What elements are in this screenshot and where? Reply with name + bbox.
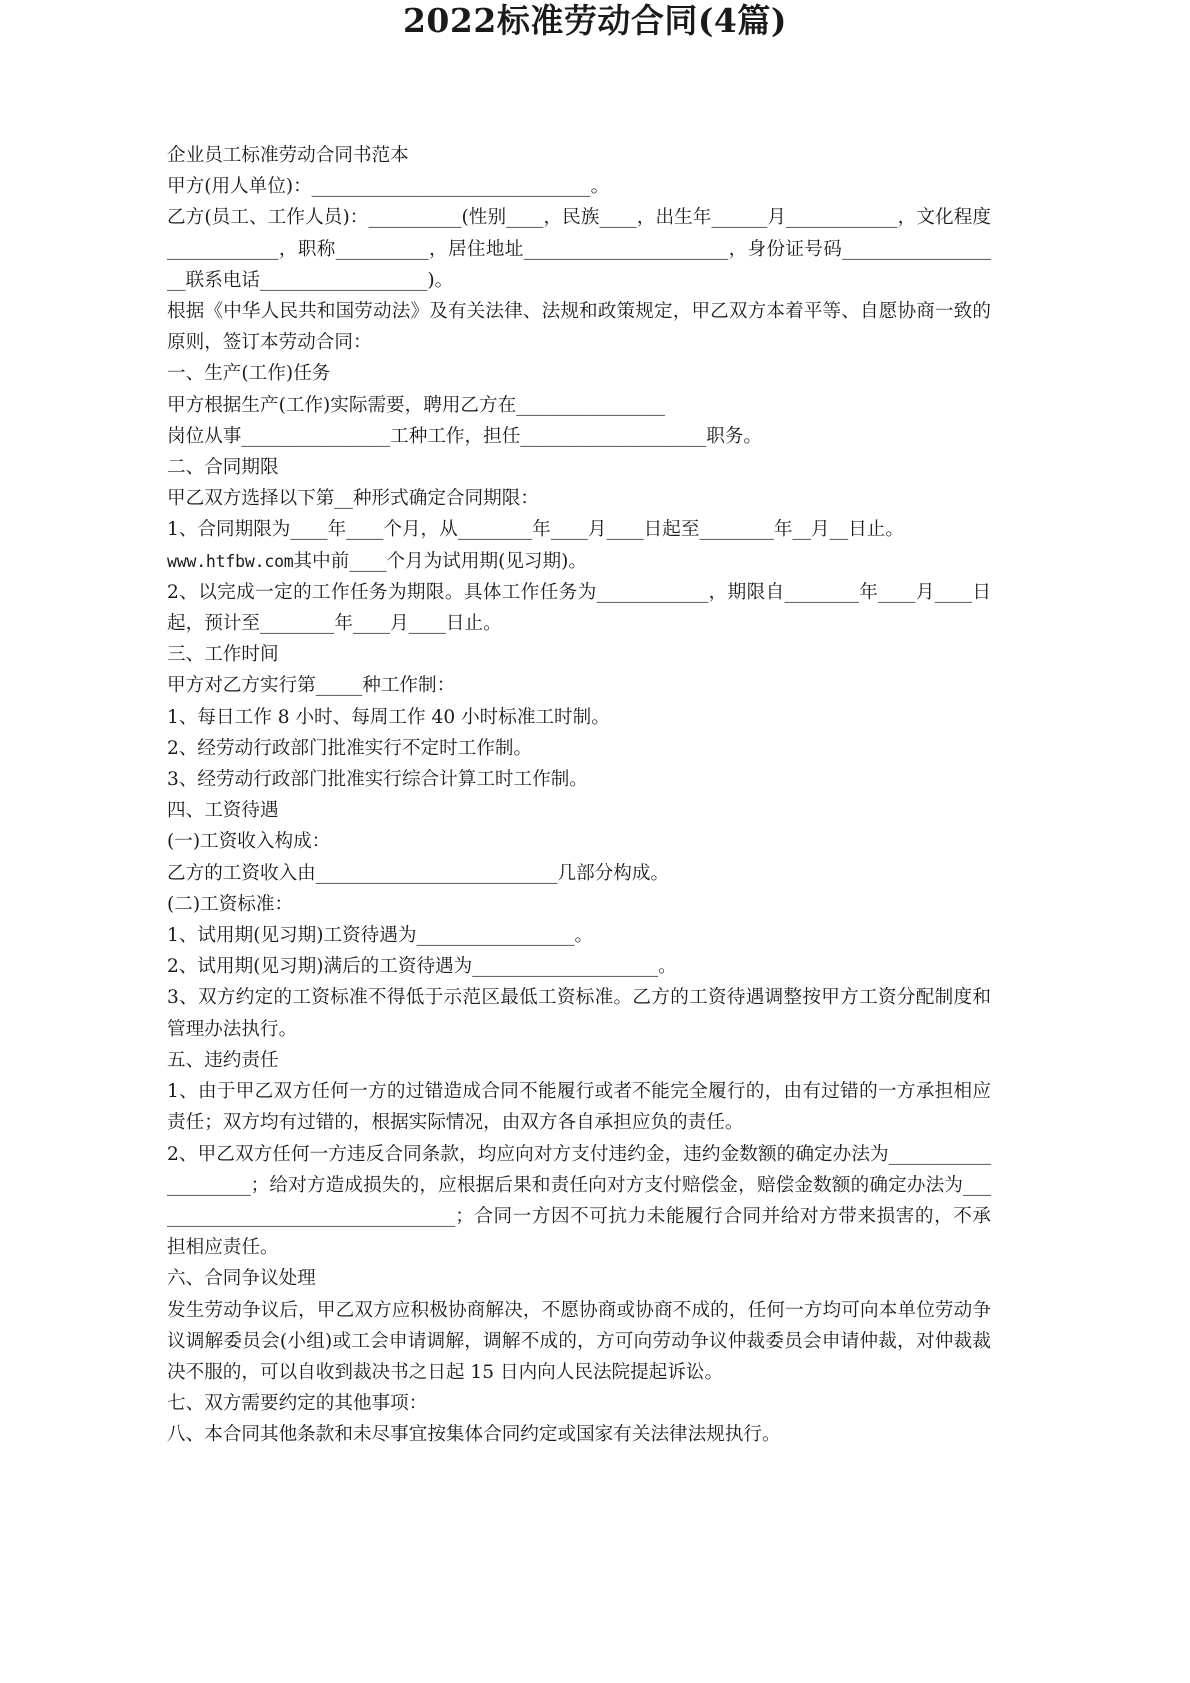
contract-text-block bbox=[167, 140, 991, 1451]
heading-section-3: 三、工作时间 bbox=[167, 644, 279, 666]
paragraph-section-2-item-2: 2、以完成一定的工作任务为期限。具体工作任务为____________，期限自________年____月____日起，预计至________年____月____日止。 bbox=[167, 581, 991, 635]
paragraph-section-3-item-2: 2、经劳动行政部门批准实行不定时工作制。 bbox=[167, 737, 533, 759]
paragraph-section-5-item-2: 2、甲乙双方任何一方违反合同条款，均应向对方支付违约金，违约金数额的确定办法为____________________；给对方造成损失的，应根据后果和责任向对方支付赔偿金，赔偿金数额的确定办法为__________________________________；合同一方因不可抗力未能履行合同并给对方带来损害的，不承担相应责任。 bbox=[167, 1143, 991, 1259]
paragraph-section-4-income: 乙方的工资收入由__________________________几部分构成。 bbox=[167, 862, 670, 884]
paragraph-party-a: 甲方(用人单位)：______________________________。 bbox=[167, 176, 610, 198]
paragraph-section-3-item-1: 1、每日工作 8 小时、每周工作 40 小时标准工时制。 bbox=[167, 706, 610, 728]
document-body bbox=[167, 140, 991, 1451]
paragraph-section-3-item-3: 3、经劳动行政部门批准实行综合计算工时工作制。 bbox=[167, 769, 588, 791]
heading-section-1: 一、生产(工作)任务 bbox=[167, 363, 331, 385]
paragraph-party-b: 乙方(员工、工作人员)：__________(性别____，民族____，出生年______月____________，文化程度____________，职称__________，居住地址______________________，身份证号码__________________联系电话__________________)。 bbox=[167, 207, 991, 291]
paragraph-intro: 企业员工标准劳动合同书范本 bbox=[167, 145, 409, 166]
paragraph-section-1-position: 岗位从事________________工种工作，担任____________________职务。 bbox=[167, 425, 763, 447]
paragraph-legal-basis: 根据《中华人民共和国劳动法》及有关法律、法规和政策规定，甲乙双方本着平等、自愿协商一致的原则，签订本劳动合同： bbox=[167, 301, 991, 354]
paragraph-section-4-item-2: 2、试用期(见习期)满后的工资待遇为____________________。 bbox=[167, 956, 677, 978]
paragraph-section-4-item-1: 1、试用期(见习期)工资待遇为_________________。 bbox=[167, 925, 594, 947]
paragraph-section-5-item-1: 1、由于甲乙双方任何一方的过错造成合同不能履行或者不能完全履行的，由有过错的一方承担相应责任；双方均有过错的，根据实际情况，由双方各自承担应负的责任。 bbox=[167, 1081, 991, 1134]
paragraph-section-4-sub-2: (二)工资标准： bbox=[167, 893, 294, 915]
paragraph-section-3-intro: 甲方对乙方实行第_____种工作制： bbox=[167, 675, 456, 697]
paragraph-section-4-sub-1: (一)工资收入构成： bbox=[167, 831, 331, 853]
paragraph-section-1-body: 甲方根据生产(工作)实际需要，聘用乙方在________________ bbox=[167, 394, 665, 416]
paragraph-section-6-body: 发生劳动争议后，甲乙双方应积极协商解决，不愿协商或协商不成的，任何一方均可向本单位劳动争议调解委员会(小组)或工会申请调解，调解不成的，方可向劳动争议仲裁委员会申请仲裁，对仲裁裁决不服的，可以自收到裁决书之日起 15 日内向人民法院提起诉讼。 bbox=[167, 1299, 991, 1383]
heading-section-8: 八、本合同其他条款和未尽事宜按集体合同约定或国家有关法律法规执行。 bbox=[167, 1424, 781, 1446]
watermark-url: www.htfbw.com bbox=[167, 551, 294, 571]
paragraph-section-4-item-3: 3、双方约定的工资标准不得低于示范区最低工资标准。乙方的工资待遇调整按甲方工资分配制度和管理办法执行。 bbox=[167, 987, 991, 1040]
heading-section-7: 七、双方需要约定的其他事项： bbox=[167, 1393, 428, 1415]
heading-section-4: 四、工资待遇 bbox=[167, 800, 279, 822]
paragraph-section-2-intro: 甲乙双方选择以下第__种形式确定合同期限： bbox=[167, 488, 539, 510]
paragraph-section-2-item-1: 1、合同期限为____年____个月，从________年____月____日起至________年__月__日止。 bbox=[167, 519, 904, 541]
heading-section-5: 五、违约责任 bbox=[167, 1049, 279, 1071]
paragraph-watermark-line bbox=[167, 546, 991, 577]
heading-section-2: 二、合同期限 bbox=[167, 457, 279, 479]
watermark-line-suffix: 其中前____个月为试用期(见习期)。 bbox=[293, 550, 587, 572]
page-title: 2022标准劳动合同(4篇) bbox=[402, 1, 788, 40]
heading-section-6: 六、合同争议处理 bbox=[167, 1268, 316, 1290]
